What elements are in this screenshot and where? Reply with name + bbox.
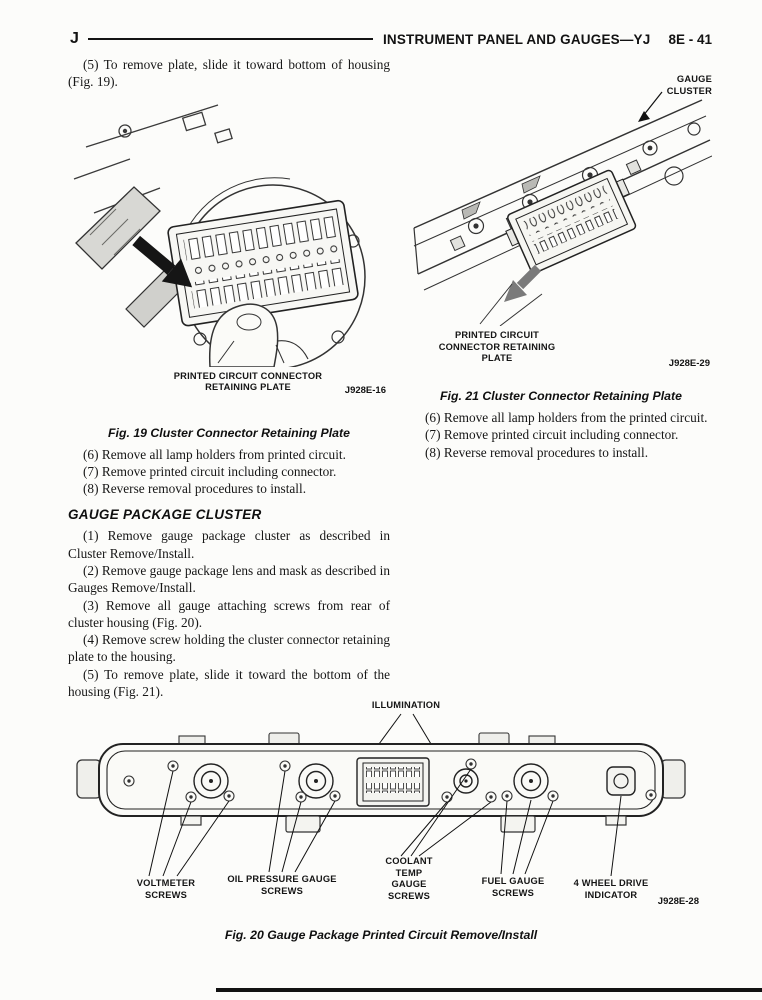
fig21-ref-code: J928E-29: [668, 358, 710, 369]
procedure-step: (6) Remove all lamp holders from printed circuit.: [83, 446, 346, 462]
scan-artifact-line: [216, 988, 762, 992]
figure-19: [68, 95, 390, 417]
procedure-step: (6) Remove all lamp holders from the printed circuit.: [425, 410, 708, 425]
two-column-body: [68, 56, 712, 700]
fig21-plate-callout: PRINTED CIRCUIT CONNECTOR RETAINING PLATE: [438, 330, 556, 364]
right-column: [410, 56, 712, 700]
fig20-oil-pressure-callout: OIL PRESSURE GAUGE SCREWS: [227, 874, 337, 896]
page-number: 8E - 41: [668, 31, 712, 47]
fig19-ref-code: J928E-16: [344, 384, 386, 396]
fig19-plate-callout: PRINTED CIRCUIT CONNECTOR RETAINING PLATE: [173, 370, 323, 393]
section-heading-gauge-package-cluster: GAUGE PACKAGE CLUSTER: [68, 507, 262, 523]
page-header: [70, 30, 712, 48]
procedure-step: (4) Remove screw holding the cluster connector retaining plate to the housing.: [68, 632, 390, 665]
fig20-coolant-temp-callout: COOLANT TEMP GAUGE SCREWS: [385, 856, 433, 901]
fig20-ref-code: J928E-28: [657, 896, 699, 907]
procedure-step: (5) To remove plate, slide it toward the bottom of the housing (Fig. 21).: [68, 666, 390, 699]
procedure-step: (8) Reverse removal procedures to install.: [425, 444, 649, 460]
figure-20: [61, 700, 701, 956]
fig20-caption: Fig. 20 Gauge Package Printed Circuit Remove/Install: [224, 928, 538, 942]
section-letter: J: [70, 30, 79, 47]
header-title: INSTRUMENT PANEL AND GAUGES—YJ: [382, 31, 651, 47]
fig21-caption: Fig. 21 Cluster Connector Retaining Plate: [440, 389, 682, 403]
procedure-step: (2) Remove gauge package lens and mask as described in Gauges Remove/Install.: [68, 562, 390, 596]
fig19-illustration: [68, 95, 390, 367]
fig19-caption: Fig. 19 Cluster Connector Retaining Plate: [108, 425, 350, 440]
fig21-illustration: [410, 86, 712, 326]
procedure-step: (5) To remove plate, slide it toward bottom of housing (Fig. 19).: [68, 57, 390, 90]
procedure-step: (8) Reverse removal procedures to install.: [83, 481, 307, 497]
fig20-4wd-indicator-callout: 4 WHEEL DRIVE INDICATOR: [573, 878, 649, 900]
fig20-voltmeter-callout: VOLTMETER SCREWS: [136, 878, 196, 900]
left-column: [68, 56, 390, 700]
procedure-step: (3) Remove all gauge attaching screws from rear of cluster housing (Fig. 20).: [68, 597, 390, 630]
fig20-illumination-callout: ILLUMINATION: [371, 700, 441, 710]
procedure-step: (7) Remove printed circuit including connector.: [425, 427, 679, 443]
procedure-step: (1) Remove gauge package cluster as described in Cluster Remove/Install.: [68, 528, 390, 561]
figure-21: [410, 68, 712, 380]
fig20-fuel-gauge-callout: FUEL GAUGE SCREWS: [481, 876, 545, 898]
procedure-step: (7) Remove printed circuit including connector.: [83, 463, 337, 479]
fig21-gauge-cluster-callout: GAUGE CLUSTER: [666, 74, 712, 96]
header-rule: [88, 38, 373, 40]
